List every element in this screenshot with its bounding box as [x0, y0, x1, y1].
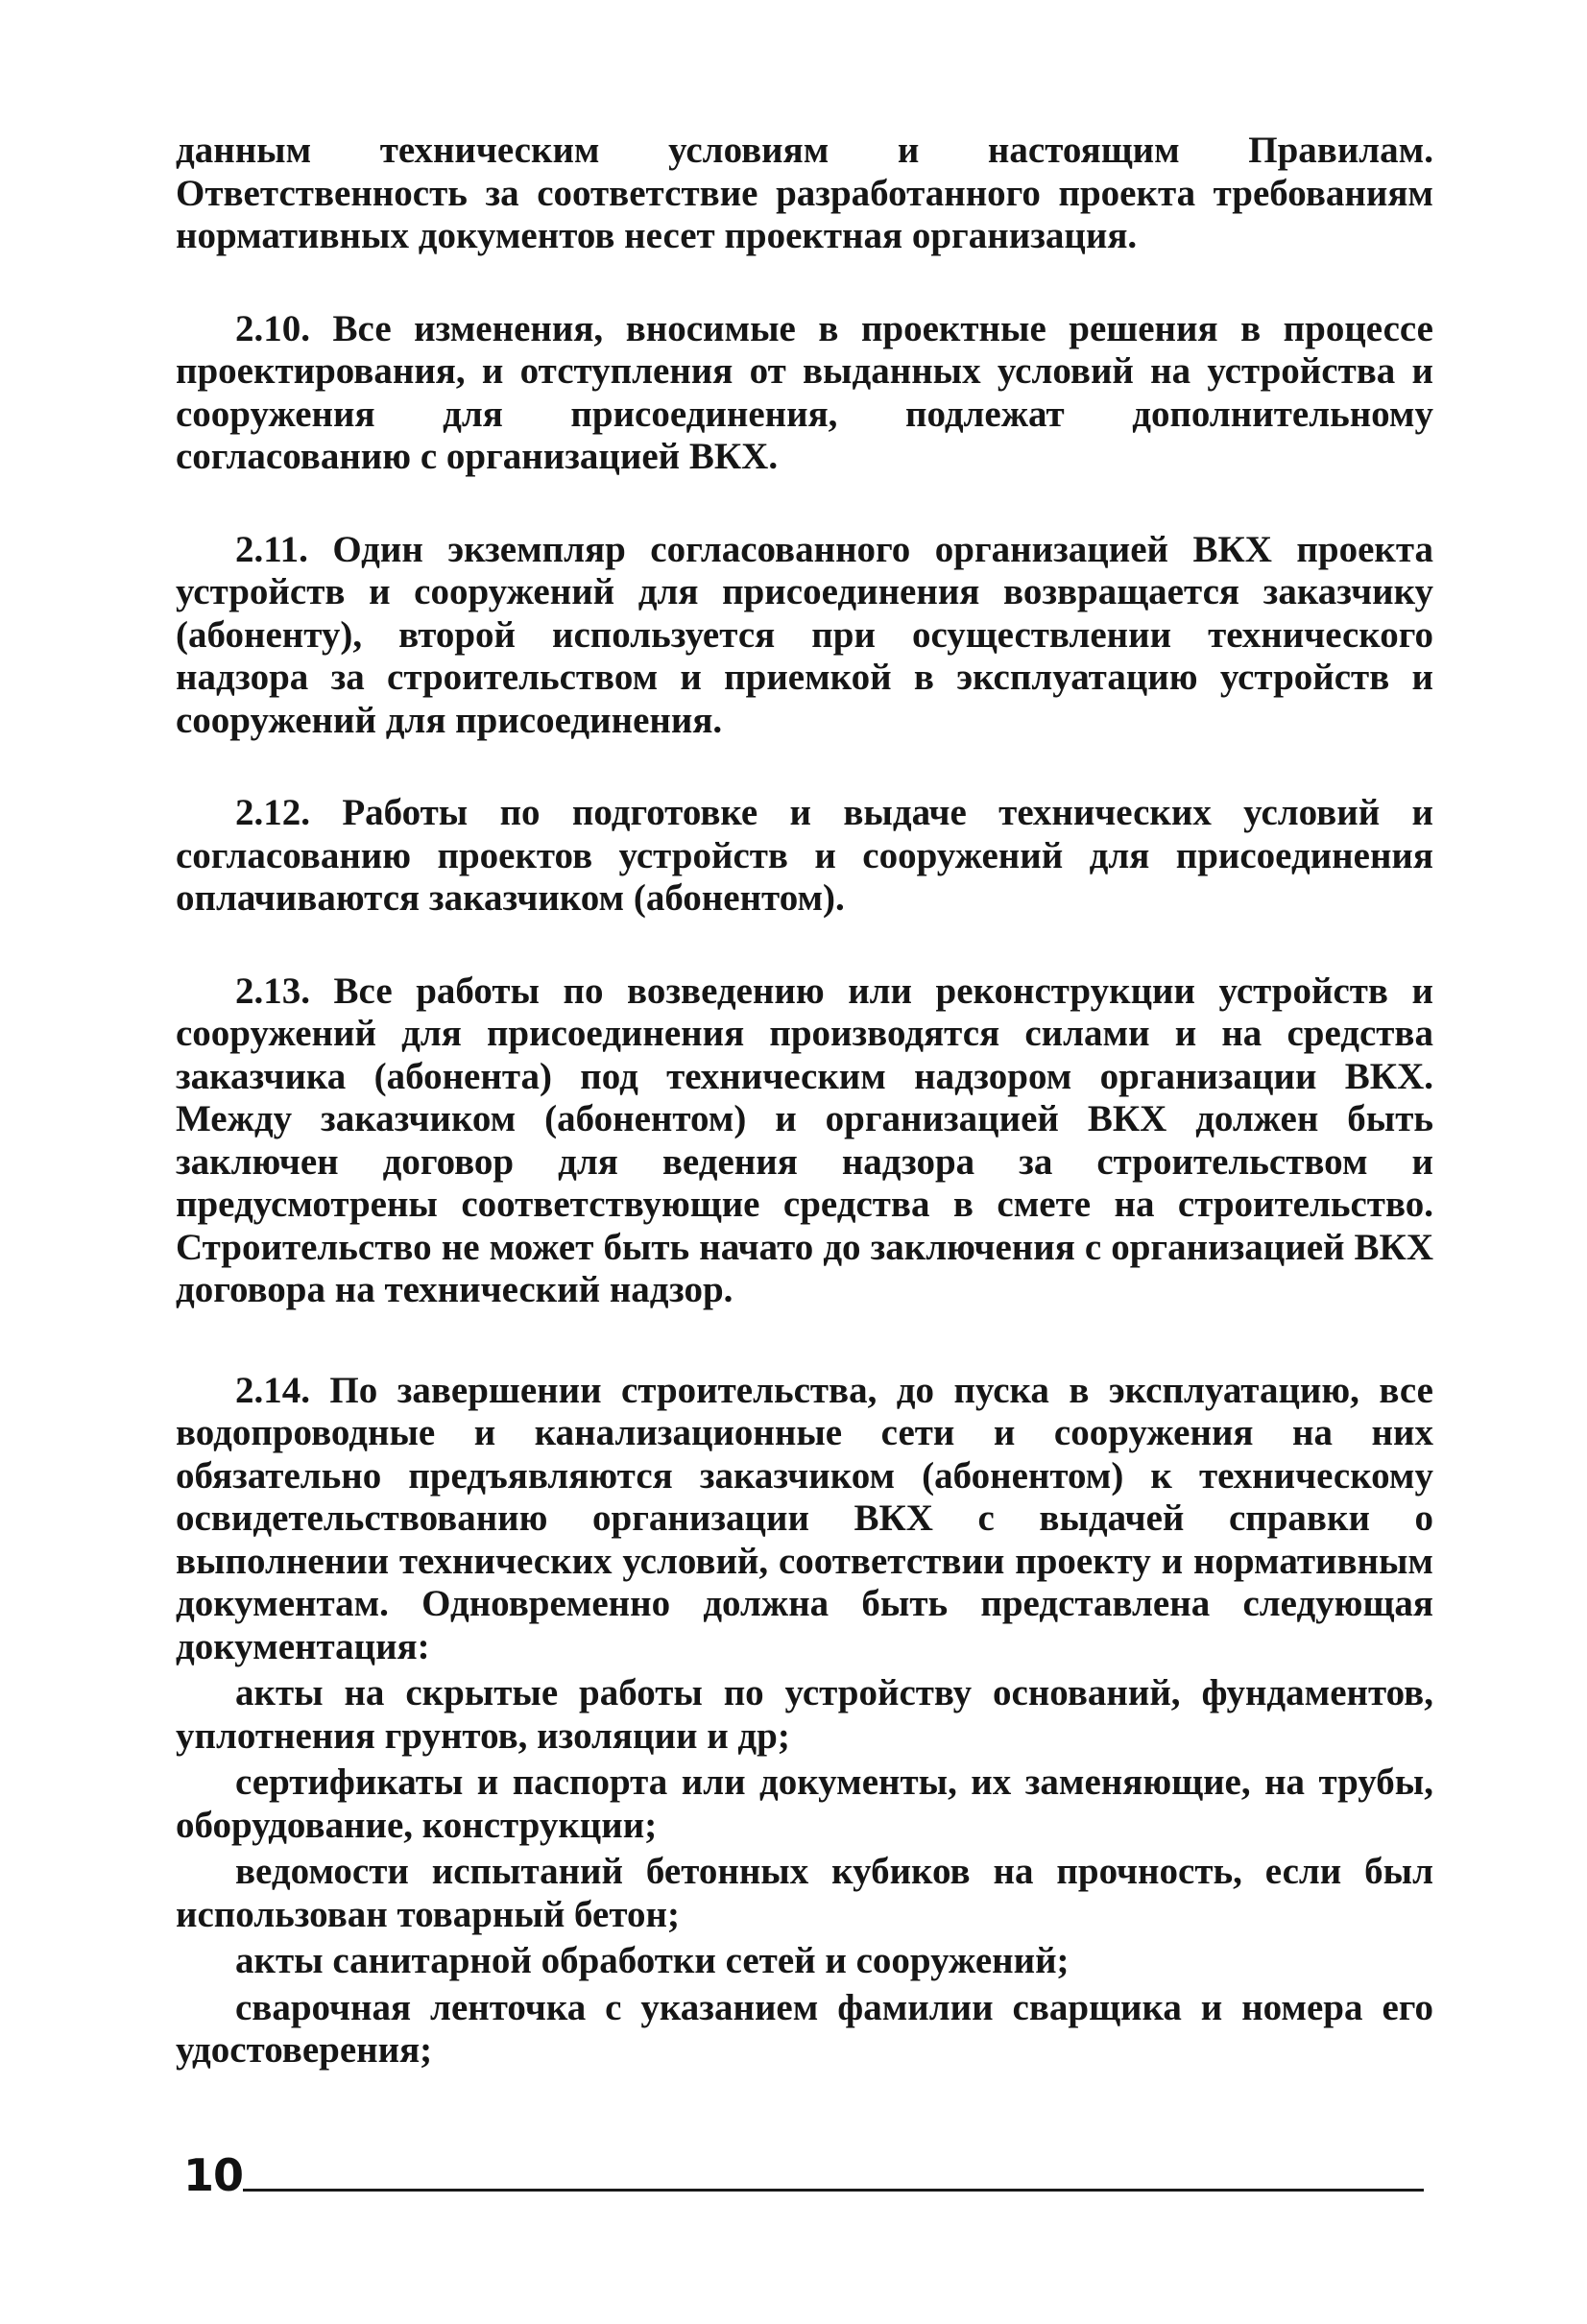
list-item: сварочная ленточка с указанием фамилии сварщика и номера его удостоверения;: [176, 1986, 1433, 2071]
page-number: 10: [183, 2149, 244, 2201]
list-item: акты санитарной обработки сетей и сооружений;: [235, 1940, 1070, 1981]
paragraph-2-12: 2.12. Работы по подготовке и выдаче технических условий и согласованию проектов устройств и сооружений для присоединения оплачиваются заказчиком (абонентом).: [176, 792, 1433, 919]
list-item: акты на скрытые работы по устройству оснований, фундаментов, уплотнения грунтов, изоляции и др;: [176, 1672, 1433, 1757]
paragraph-2-14: 2.14. По завершении строительства, до пуска в эксплуатацию, все водопроводные и канализационные сети и сооружения на них обязательно предъявляются заказчиком (абонентом) к техническому освидетельствованию организации ВКХ с выдачей справки о выполнении технических условий, соответствии проекту и нормативным документам. Одновременно должна быть представлена следующая документация:: [176, 1369, 1433, 1667]
paragraph-continuation: данным техническим условиям и настоящим Правилам. Ответственность за соответствие разработанного проекта требованиям нормативных документов несет проектная организация.: [176, 130, 1433, 256]
paragraph-2-10: 2.10. Все изменения, вносимые в проектные решения в процессе проектирования, и отступления от выданных условий на устройства и сооружения для присоединения, подлежат дополнительному согласованию с организацией ВКХ.: [176, 307, 1433, 477]
paragraph-2-11: 2.11. Один экземпляр согласованного организацией ВКХ проекта устройств и сооружений для присоединения возвращается заказчику (абоненту), второй используется при осуществлении технического надзора за строительством и приемкой в эксплуатацию устройств и сооружений для присоединения.: [176, 528, 1433, 741]
footer-rule: [243, 2189, 1424, 2192]
document-body: [176, 130, 1433, 2072]
list-item: сертификаты и паспорта или документы, их заменяющие, на трубы, оборудование, конструкции;: [176, 1761, 1433, 1846]
page-footer: [183, 2150, 1431, 2208]
list-item: ведомости испытаний бетонных кубиков на прочность, если был использован товарный бетон;: [176, 1851, 1433, 1935]
paragraph-2-13: 2.13. Все работы по возведению или реконструкции устройств и сооружений для присоединения производятся силами и на средства заказчика (абонента) под техническим надзором организации ВКХ. Между заказчиком (абонентом) и организацией ВКХ должен быть заключен договор для ведения надзора за строительством и предусмотрены соответствующие средства в смете на строительство. Строительство не может быть начато до заключения с организацией ВКХ договора на технический надзор.: [176, 970, 1433, 1310]
